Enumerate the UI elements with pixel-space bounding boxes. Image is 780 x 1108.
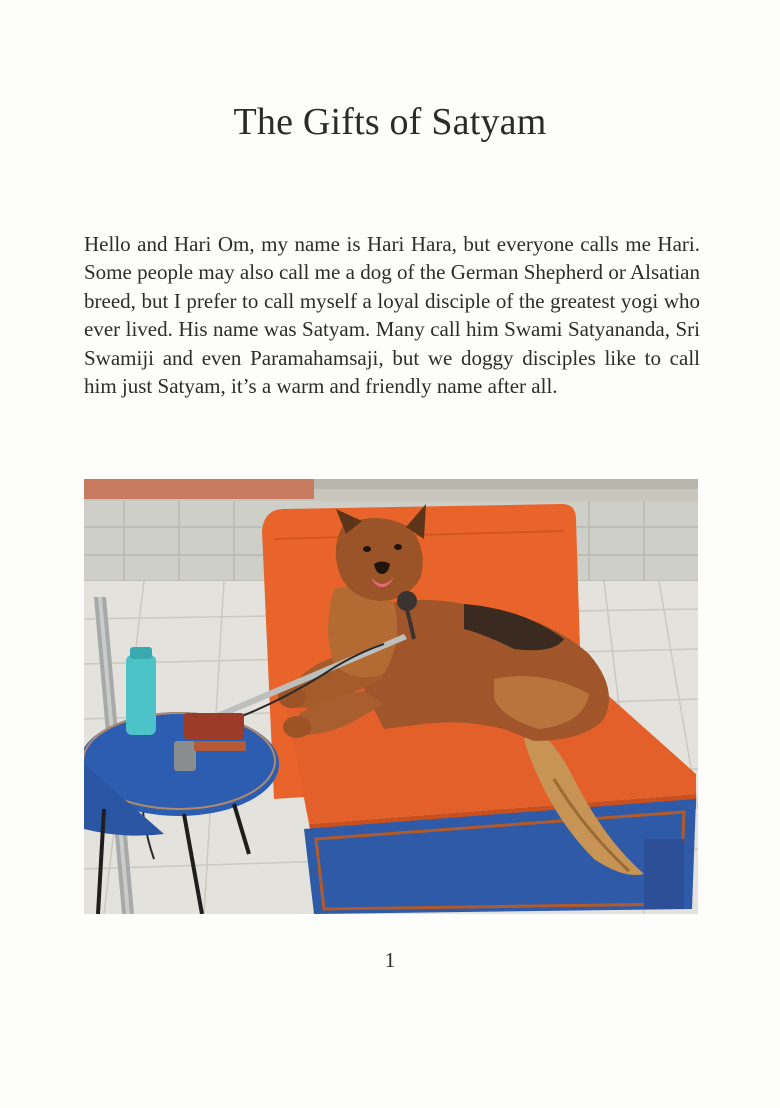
page-title: The Gifts of Satyam bbox=[233, 101, 547, 143]
body-paragraph: Hello and Hari Om, my name is Hari Hara, but everyone calls me Hari. Some people may also call me a dog of the German Shepherd or Alsatian breed, but I prefer to call myself a loyal disciple of the greatest yogi who ever lived. His name was Satyam. Many call him Swami Satyananda, Sri Swamiji and even Paramahamsaji, but we doggy disciples like to call him just Satyam, it’s a warm and friendly name after all. bbox=[84, 232, 700, 399]
dog-on-chair-photo bbox=[84, 479, 698, 914]
page-number: 1 bbox=[384, 948, 396, 972]
